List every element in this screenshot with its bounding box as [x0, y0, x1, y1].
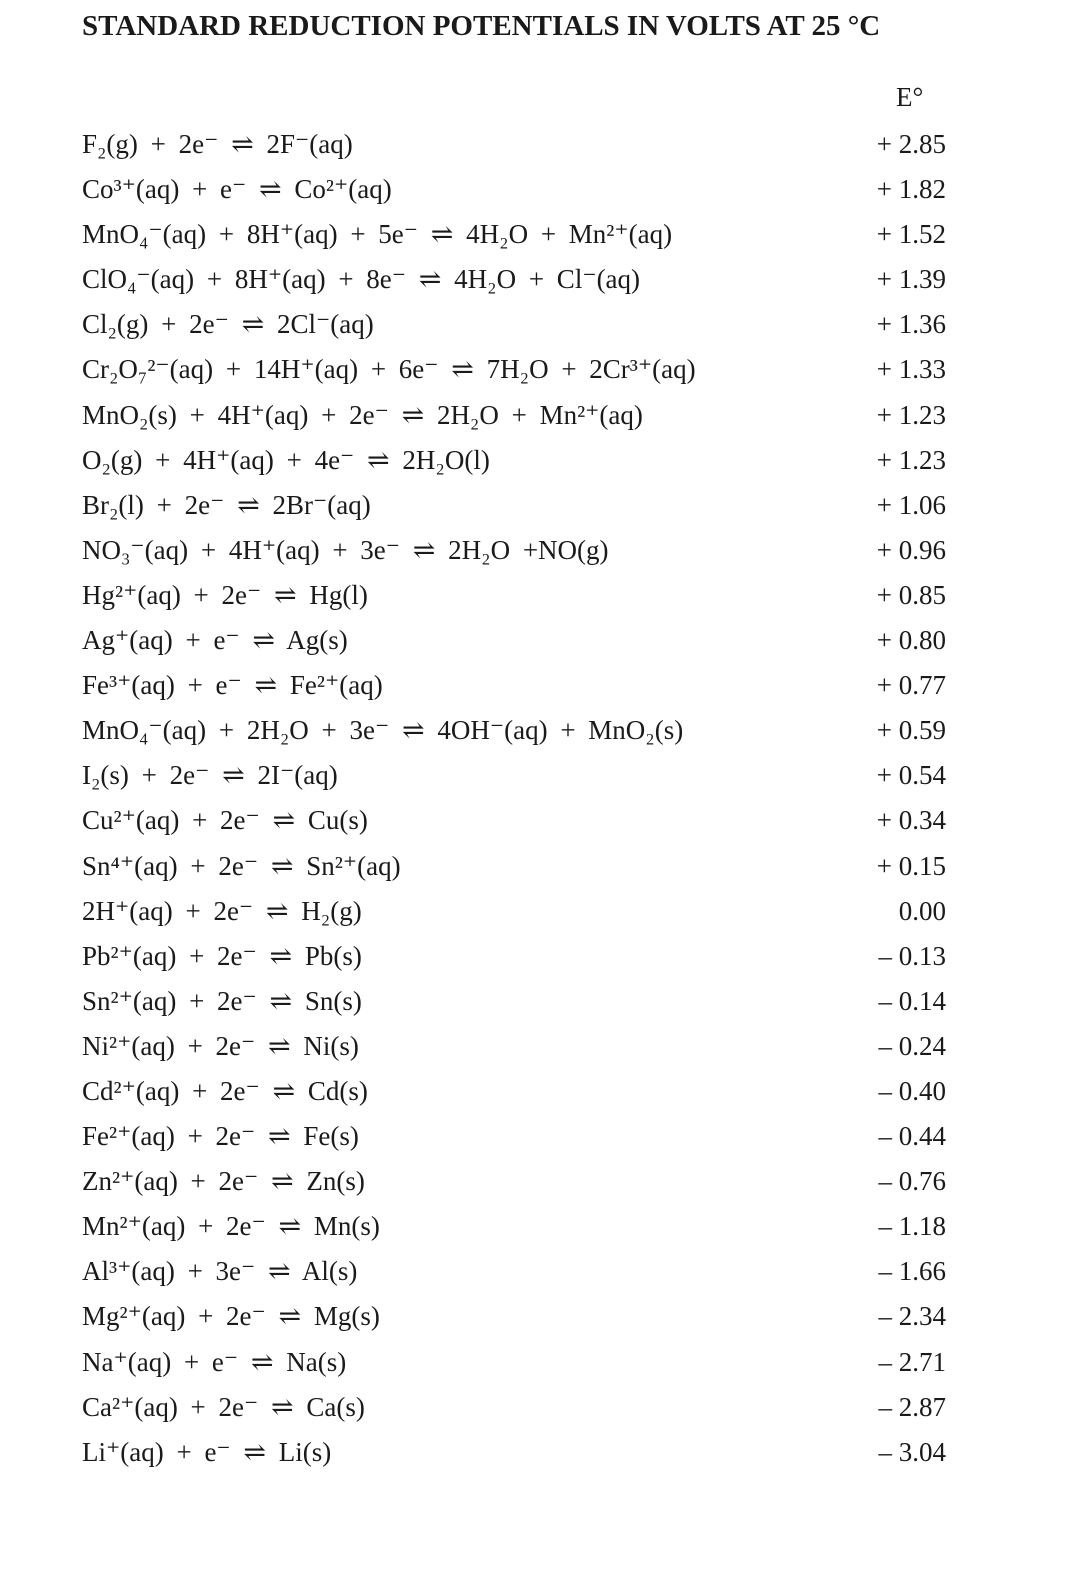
table-row [82, 844, 962, 889]
table-row [82, 122, 962, 167]
half-reaction: Cl₂(g) + 2e⁻ ⇌ 2Cl⁻(aq) [82, 309, 374, 340]
table-row [82, 212, 962, 257]
table-row [82, 1385, 962, 1430]
table-row [82, 302, 962, 347]
half-reaction: MnO₄⁻(aq) + 8H⁺(aq) + 5e⁻ ⇌ 4H₂O + Mn²⁺(aq) [82, 219, 673, 250]
half-reaction: NO₃⁻(aq) + 4H⁺(aq) + 3e⁻ ⇌ 2H₂O +NO(g) [82, 534, 609, 565]
half-reaction: F₂(g) + 2e⁻ ⇌ 2F⁻(aq) [82, 129, 353, 159]
half-reaction: O₂(g) + 4H⁺(aq) + 4e⁻ ⇌ 2H₂O(l) [82, 444, 490, 475]
half-reaction: Fe³⁺(aq) + e⁻ ⇌ Fe²⁺(aq) [82, 670, 383, 701]
potential-value: 0.00 [898, 895, 946, 926]
half-reaction: Cu²⁺(aq) + 2e⁻ ⇌ Cu(s) [82, 805, 368, 836]
half-reaction: MnO₂(s) + 4H⁺(aq) + 2e⁻ ⇌ 2H₂O + Mn²⁺(aq) [82, 399, 643, 430]
table-row [82, 1430, 962, 1475]
half-reaction: Li⁺(aq) + e⁻ ⇌ Li(s) [82, 1436, 332, 1467]
table-row [82, 257, 962, 302]
table-row [82, 528, 962, 573]
half-reaction: Co³⁺(aq) + e⁻ ⇌ Co²⁺(aq) [82, 174, 392, 205]
table-row [82, 798, 962, 843]
table-row [82, 1114, 962, 1159]
table-row [82, 708, 962, 753]
potential-value: + 1.52 [876, 219, 946, 250]
potential-value: – 1.18 [878, 1211, 946, 1242]
half-reaction: Sn⁴⁺(aq) + 2e⁻ ⇌ Sn²⁺(aq) [82, 850, 401, 881]
half-reaction: Pb²⁺(aq) + 2e⁻ ⇌ Pb(s) [82, 940, 362, 971]
table-row [82, 934, 962, 979]
half-reaction: I₂(s) + 2e⁻ ⇌ 2I⁻(aq) [82, 760, 338, 791]
potential-value: + 1.23 [876, 399, 946, 430]
table-row [82, 663, 962, 708]
table-row [82, 1024, 962, 1069]
half-reaction: Cd²⁺(aq) + 2e⁻ ⇌ Cd(s) [82, 1075, 368, 1106]
potential-value: + 0.77 [876, 670, 946, 701]
half-reaction: Al³⁺(aq) + 3e⁻ ⇌ Al(s) [82, 1256, 358, 1287]
table-row [82, 1249, 962, 1294]
potential-value: – 2.34 [878, 1301, 946, 1332]
half-reaction: Fe²⁺(aq) + 2e⁻ ⇌ Fe(s) [82, 1121, 359, 1152]
half-reaction: Zn²⁺(aq) + 2e⁻ ⇌ Zn(s) [82, 1166, 365, 1197]
potential-value: – 0.24 [878, 1030, 946, 1061]
potential-value: – 0.40 [878, 1075, 946, 1106]
potential-value: + 1.33 [876, 354, 946, 385]
table-row [82, 1294, 962, 1339]
table-row [82, 1159, 962, 1204]
table-row [82, 1340, 962, 1385]
potential-value: + 0.54 [876, 760, 946, 791]
half-reaction: Mn²⁺(aq) + 2e⁻ ⇌ Mn(s) [82, 1211, 380, 1242]
half-reaction: Mg²⁺(aq) + 2e⁻ ⇌ Mg(s) [82, 1301, 380, 1332]
table-row [82, 393, 962, 438]
half-reaction: Br₂(l) + 2e⁻ ⇌ 2Br⁻(aq) [82, 489, 371, 520]
half-reaction: 2H⁺(aq) + 2e⁻ ⇌ H₂(g) [82, 895, 362, 926]
half-reaction: Na⁺(aq) + e⁻ ⇌ Na(s) [82, 1346, 347, 1377]
half-reaction: Ag⁺(aq) + e⁻ ⇌ Ag(s) [82, 625, 348, 656]
table-row [82, 347, 962, 392]
table-row [82, 1204, 962, 1249]
potential-value: + 0.15 [876, 850, 946, 881]
table-row [82, 573, 962, 618]
potential-value: – 1.66 [878, 1256, 946, 1287]
potential-value: + 1.82 [876, 174, 946, 205]
potential-value: + 0.34 [876, 805, 946, 836]
potential-value: + 1.39 [876, 264, 946, 295]
potential-value: + 1.23 [876, 444, 946, 475]
half-reaction: Hg²⁺(aq) + 2e⁻ ⇌ Hg(l) [82, 579, 368, 610]
half-reaction: Cr₂O₇²⁻(aq) + 14H⁺(aq) + 6e⁻ ⇌ 7H₂O + 2Cr³⁺(aq) [82, 354, 696, 385]
table-row [82, 1069, 962, 1114]
half-reaction: Ca²⁺(aq) + 2e⁻ ⇌ Ca(s) [82, 1391, 365, 1422]
potential-value: + 0.80 [876, 625, 946, 656]
potential-value: + 0.59 [876, 715, 946, 746]
potential-value: – 0.44 [878, 1121, 946, 1152]
table-row [82, 167, 962, 212]
potential-value: – 0.13 [878, 940, 946, 971]
page-title: STANDARD REDUCTION POTENTIALS IN VOLTS AT 25 °C [82, 10, 881, 42]
potential-value: – 0.76 [878, 1166, 946, 1197]
potential-value: – 2.71 [878, 1346, 946, 1377]
potential-value: + 1.06 [876, 489, 946, 520]
potential-value: + 2.85 [876, 129, 946, 159]
reduction-table [82, 122, 962, 1475]
half-reaction: MnO₄⁻(aq) + 2H₂O + 3e⁻ ⇌ 4OH⁻(aq) + MnO₂(s) [82, 715, 684, 746]
potential-value: – 0.14 [878, 985, 946, 1016]
potential-value: + 0.96 [876, 534, 946, 565]
table-row [82, 753, 962, 798]
table-row [82, 483, 962, 528]
table-row [82, 618, 962, 663]
potential-value: – 3.04 [878, 1436, 946, 1467]
half-reaction: Ni²⁺(aq) + 2e⁻ ⇌ Ni(s) [82, 1030, 359, 1061]
half-reaction: ClO₄⁻(aq) + 8H⁺(aq) + 8e⁻ ⇌ 4H₂O + Cl⁻(aq) [82, 264, 641, 295]
table-row [82, 438, 962, 483]
table-row [82, 889, 962, 934]
table-row [82, 979, 962, 1024]
potential-value: – 2.87 [878, 1391, 946, 1422]
potential-value: + 1.36 [876, 309, 946, 340]
potential-column-header: E° [896, 82, 924, 112]
half-reaction: Sn²⁺(aq) + 2e⁻ ⇌ Sn(s) [82, 985, 362, 1016]
potential-value: + 0.85 [876, 579, 946, 610]
